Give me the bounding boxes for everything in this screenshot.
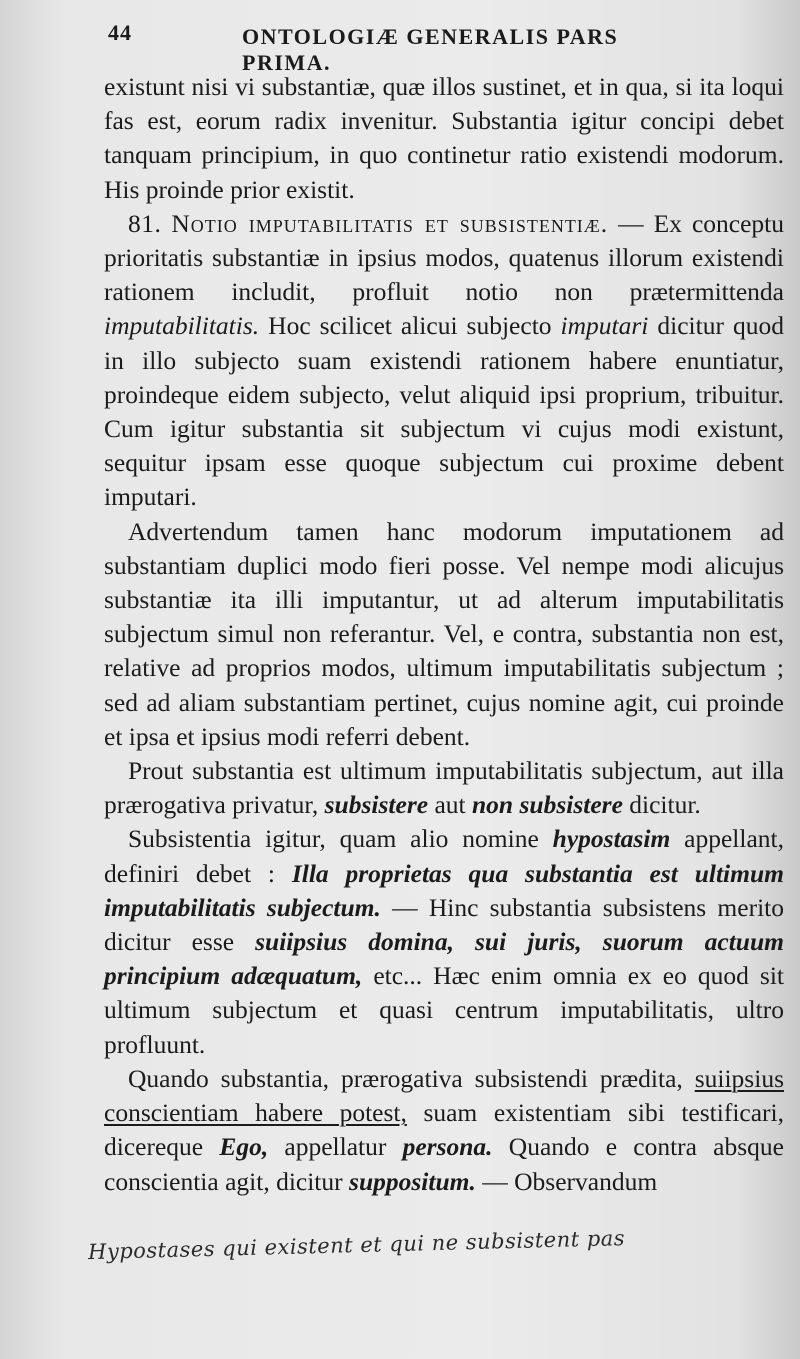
paragraph-6 <box>104 1062 784 1199</box>
paragraph-4-text-3: dicitur. <box>622 790 701 820</box>
paragraph-5 <box>104 822 784 1061</box>
paragraph-5-text-2: appellant, definiri debet : <box>104 824 785 888</box>
term-non-subsistere: non subsistere <box>471 790 623 820</box>
paragraph-1-text: existunt nisi vi substantiæ, quæ illos sustinet, et in qua, si ita loqui fas est, eorum radix invenitur. Substantia igitur concipi debet tanquam principium, in quo continetur ratio existendi modorum. His proinde prior existit. <box>104 72 784 204</box>
section-number: 81. <box>128 208 162 238</box>
term-hypostasim: hypostasim <box>552 824 671 854</box>
term-suppositum: suppositum. <box>349 1166 476 1196</box>
paragraph-6-text-4: Quando e contra absque conscientia agit, dicitur <box>104 1132 784 1196</box>
term-ego: Ego, <box>219 1132 269 1162</box>
underlined-phrase: suiipsius conscientiam habere potest, <box>104 1063 784 1128</box>
paragraph-6-text-2: suam existentiam sibi testificari, dicereque <box>104 1098 784 1162</box>
paragraph-4-text-2: aut <box>428 790 472 820</box>
paragraph-81 <box>104 207 784 515</box>
term-subsistere: subsistere <box>324 790 429 820</box>
paragraph-6-text-3: appellatur <box>268 1132 403 1162</box>
page-header <box>108 14 690 75</box>
paragraph-3-text: Advertendum tamen hanc modorum imputationem ad substantiam duplici modo fieri posse. Vel nempe modi alicujus substantiæ ita illi imputantur, ut ad alterum imputabilitatis subjectum simul non referantur. Vel, e contra, substantia non est, relative ad proprios modos, ultimum imputabilitatis subjectum ; sed ad aliam substantiam pertinet, cujus nomine agit, cui proinde et ipsa et ipsius modi referri debent. <box>104 516 784 751</box>
page-body <box>104 70 784 1199</box>
term-persona: persona. <box>402 1132 493 1162</box>
paragraph-4 <box>104 754 784 822</box>
paragraph-6-text-5: — Observandum <box>475 1166 658 1196</box>
section-heading: Notio imputabilitatis et subsistentiæ. <box>171 208 609 238</box>
paragraph-81-text-1: Ex conceptu prioritatis substantiæ in ipsius modos, quatenus illorum existendi rationem includit, profluit notio non prætermittenda <box>104 208 784 307</box>
paragraph-5-text-4: etc... Hæc enim omnia ex eo quod sit ultimum subjectum et quasi centrum imputabilitatis, ultro profluunt. <box>104 961 784 1059</box>
paragraph-1 <box>104 70 784 207</box>
paragraph-5-text-3: — Hinc substantia subsistens merito dicitur esse <box>104 892 784 957</box>
page-number: 44 <box>108 20 132 45</box>
section-dash: — <box>608 208 654 238</box>
running-head: ONTOLOGIÆ GENERALIS PARS PRIMA. <box>242 24 619 75</box>
paragraph-81-text-3: dicitur quod in illo subjecto suam existendi rationem habere enuntiatur, proindeque eidem subjecto, velut aliquid ipsi proprium, tribuitur. Cum igitur substantia sit subjectum vi cujus modi existunt, sequitur ipsam esse quoque subjectum cui proxime debent imputari. <box>104 311 784 512</box>
term-imputari: imputari <box>560 311 649 341</box>
paragraph-3 <box>104 515 784 754</box>
paragraph-4-text-1: Prout substantia est ultimum imputabilitatis subjectum, aut illa prærogativa privatur, <box>104 756 784 820</box>
term-imputabilitatis: imputabilitatis. <box>104 311 260 341</box>
paragraph-6-text-1: Quando substantia, prærogativa subsistendi prædita, <box>128 1063 695 1093</box>
paragraph-5-text-1: Subsistentia igitur, quam alio nomine <box>128 824 553 854</box>
handwritten-annotation: Hypostases qui existent et qui ne subsistent pas <box>87 1226 626 1265</box>
paragraph-81-text-2: Hoc scilicet alicui subjecto <box>259 311 561 341</box>
definition-subsistentia: Illa proprietas qua substantia est ultimum imputabilitatis subjectum. <box>104 858 784 922</box>
term-suiipsius-domina: suiipsius domina, sui juris, suorum actuum principium adæquatum, <box>104 927 784 991</box>
